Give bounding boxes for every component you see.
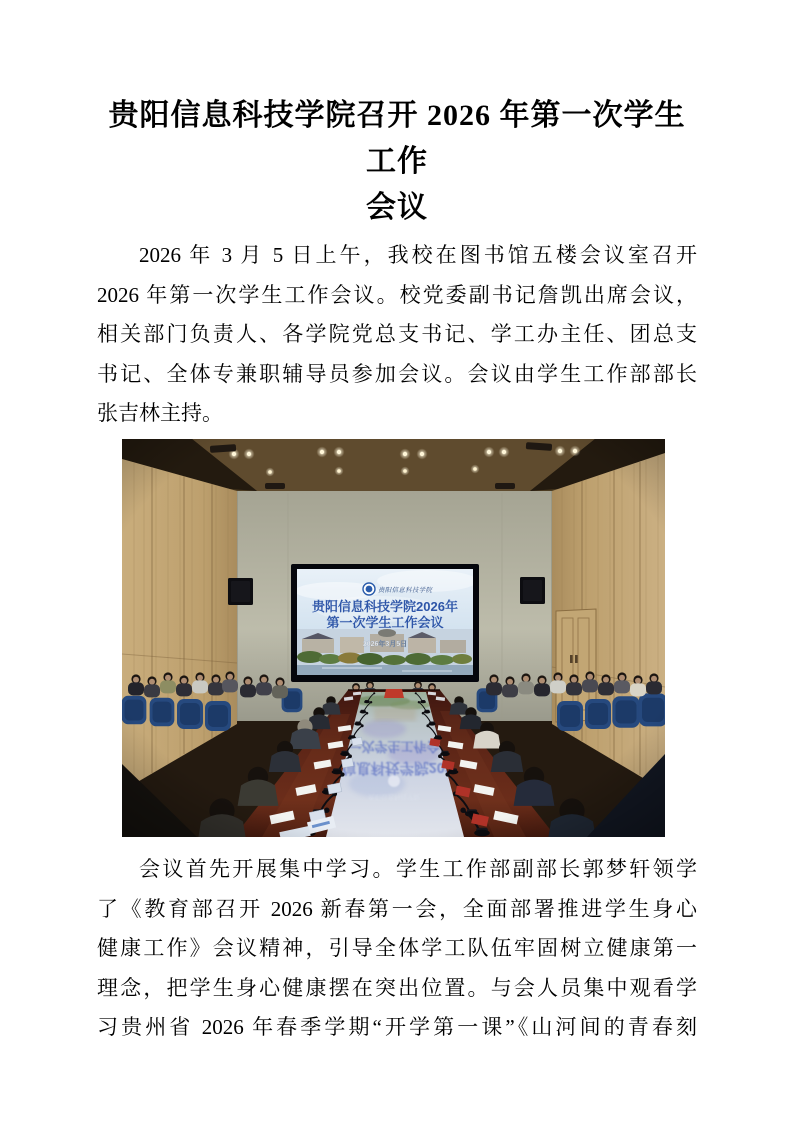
paragraph-line: 相关部门负责人、各学院党总支书记、学工办主任、团总支 xyxy=(97,322,697,347)
article-title-line-1: 贵阳信息科技学院召开 2026 年第一次学生工作 xyxy=(108,99,686,178)
article-title xyxy=(97,93,697,231)
paragraph-line: 2026 年第一次学生工作会议。校党委副书记詹凯出席会议， xyxy=(97,282,697,307)
article-content xyxy=(97,93,697,1048)
paragraph-line: 了《教育部召开 2026 新春第一会，全面部署推进学生身心 xyxy=(97,896,697,921)
paragraph-line: 健康工作》会议精神，引导全体学工队伍牢固树立健康第一 xyxy=(97,936,697,961)
paragraph-line: 习贵州省 2026 年春季学期“开学第一课”《山河间的青春刻 xyxy=(97,1015,697,1040)
conference-photo xyxy=(122,439,665,837)
paragraph-line: 理念，把学生身心健康摆在突出位置。与会人员集中观看学 xyxy=(97,975,697,1000)
paragraph-2 xyxy=(97,850,697,1048)
paragraph-line: 书记、全体专兼职辅导员参加会议。会议由学生工作部部长 xyxy=(97,361,697,386)
conference-photo-svg xyxy=(122,439,665,837)
paragraph-line: 张吉林主持。 xyxy=(97,401,223,426)
paragraph-1 xyxy=(97,236,697,434)
paragraph-line: 会议首先开展集中学习。学生工作部副部长郭梦轩领学 xyxy=(139,856,697,881)
article-title-line-2: 会议 xyxy=(366,191,428,224)
paragraph-line: 2026 年 3 月 5 日上午，我校在图书馆五楼会议室召开 xyxy=(139,243,697,267)
photo-vignette xyxy=(122,439,665,837)
